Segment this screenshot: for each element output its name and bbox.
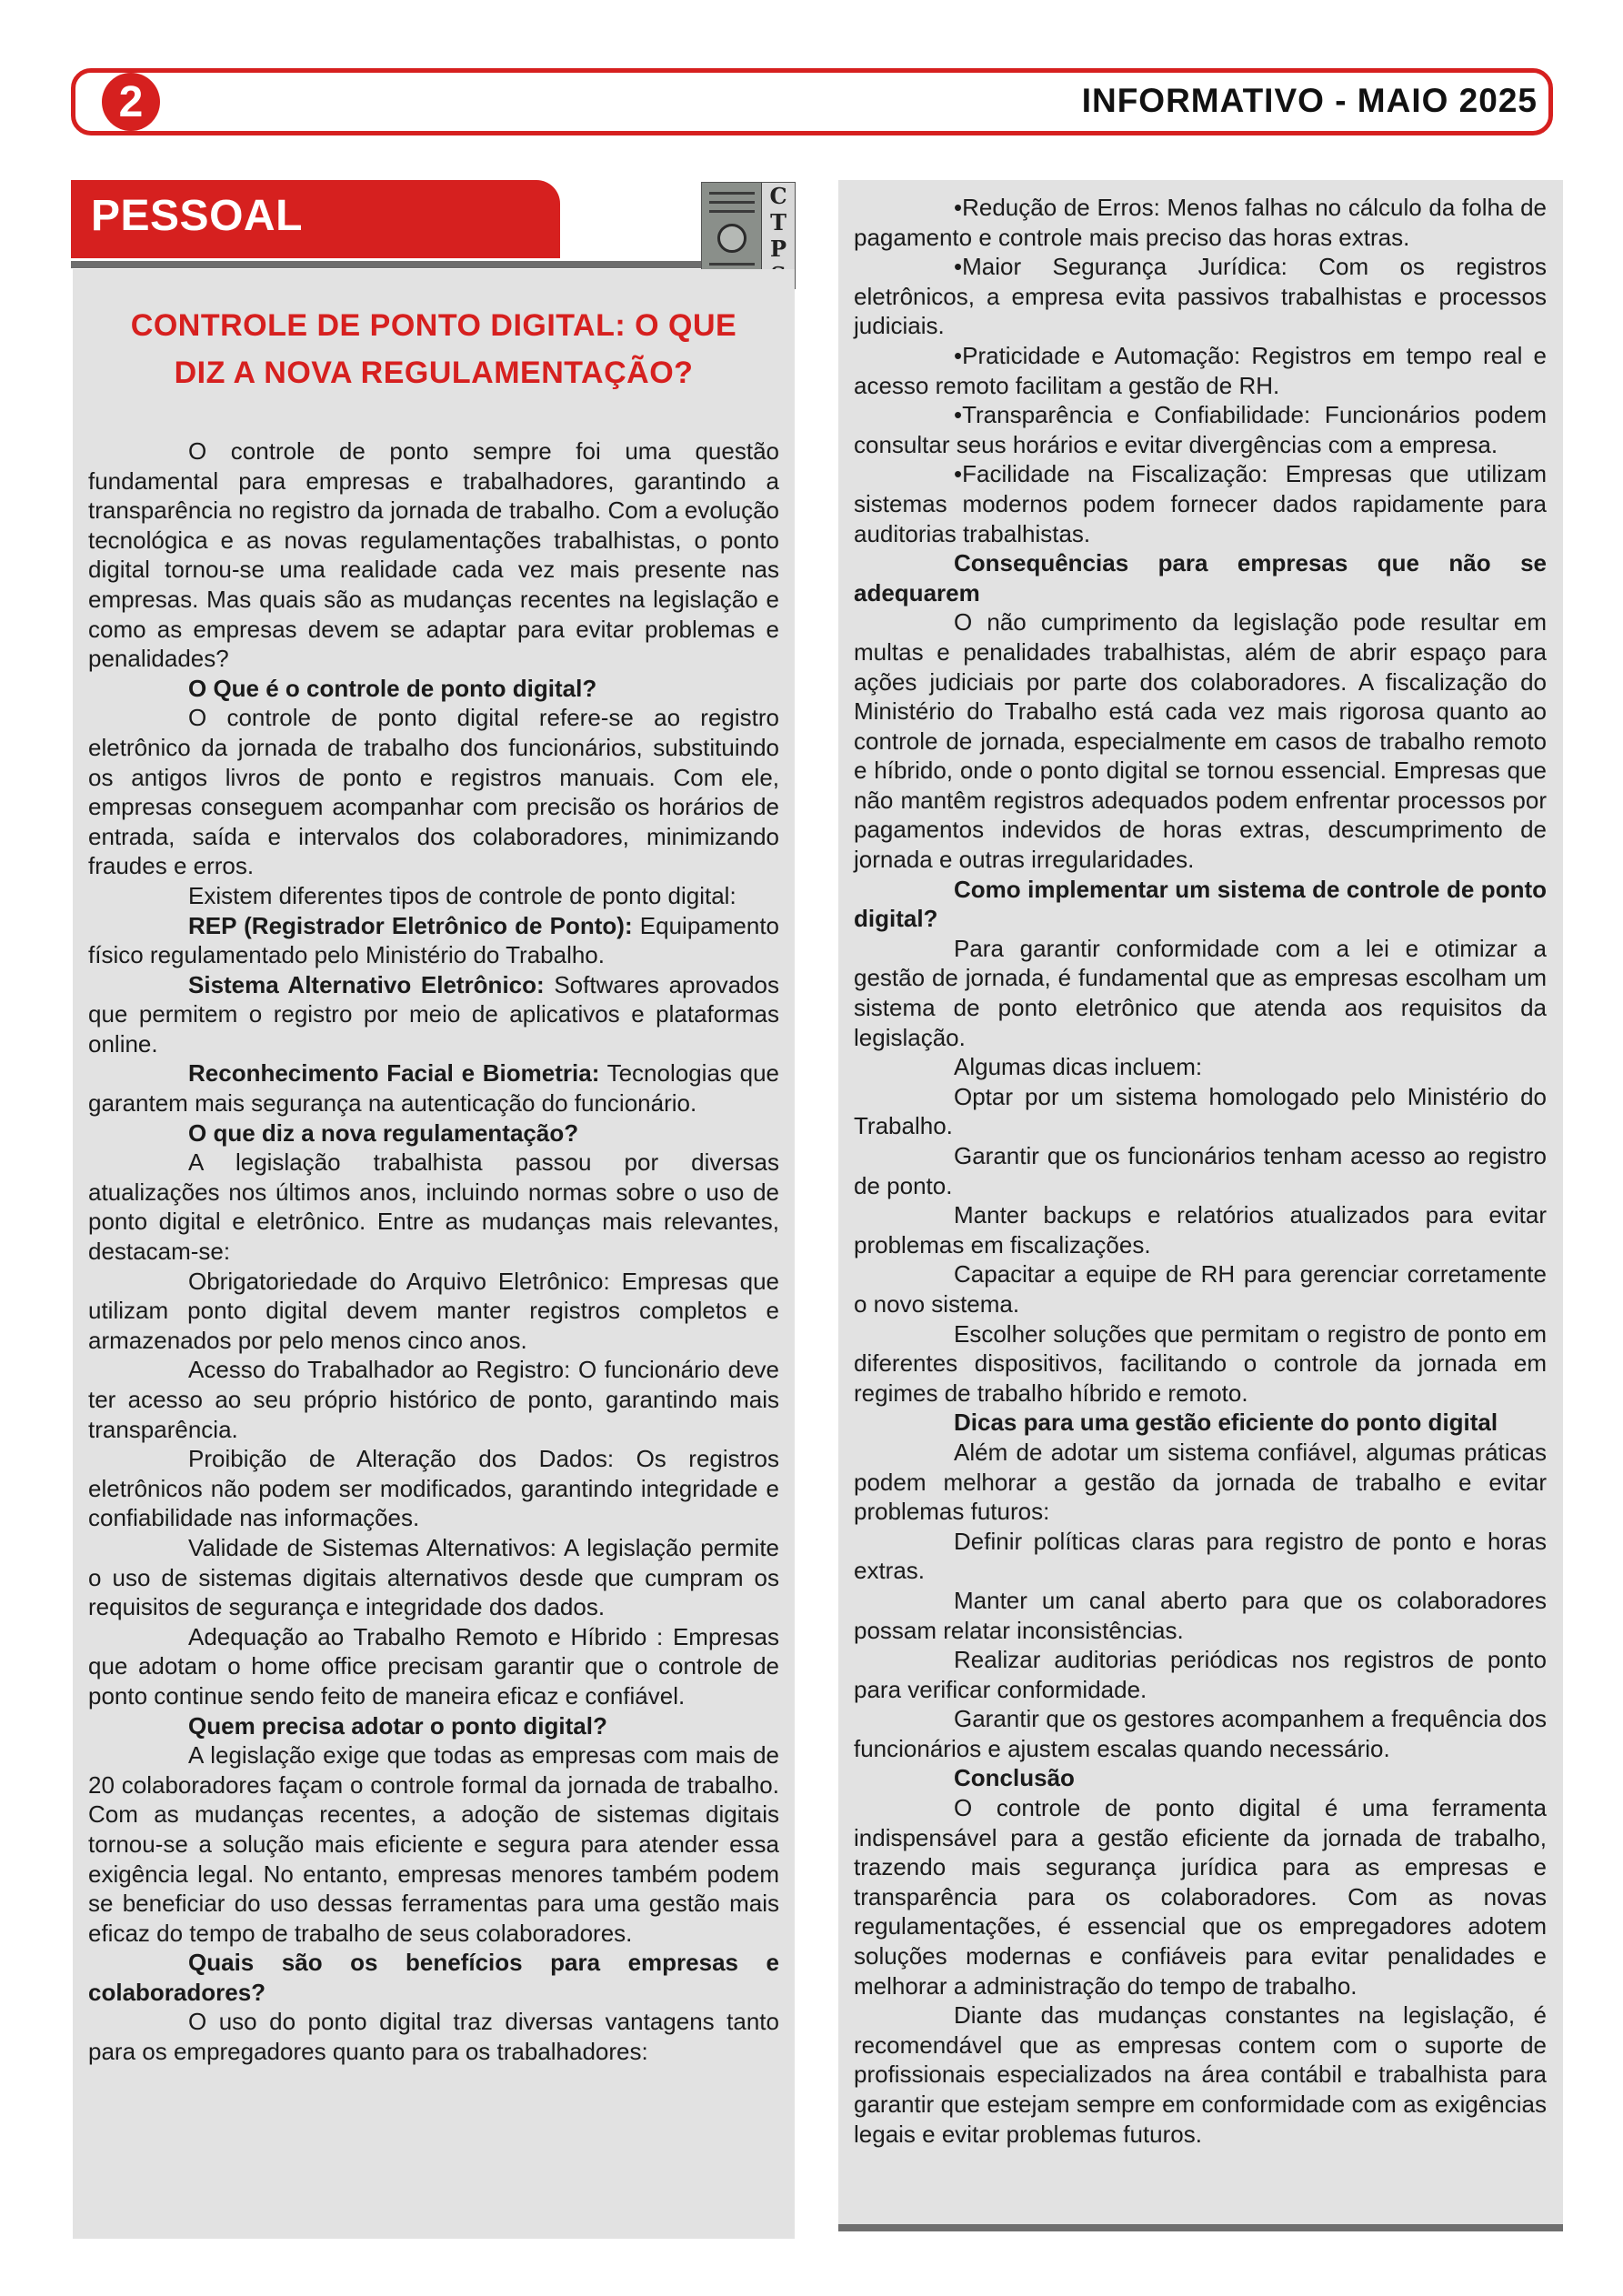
- term-description: Equipamento físico regulamentado pelo Ministério do Trabalho.: [88, 911, 779, 969]
- paragraph: •Redução de Erros: Menos falhas no cálculo da folha de pagamento e controle mais preciso das horas extras.: [854, 194, 1547, 251]
- newsletter-title: INFORMATIVO - MAIO 2025: [1081, 82, 1538, 119]
- paragraph: O uso do ponto digital traz diversas vantagens tanto para os empregadores quanto para os trabalhadores:: [88, 2008, 779, 2066]
- work-card-line: [709, 263, 755, 266]
- paragraph: [88, 1058, 779, 1118]
- coat-of-arms-icon: [717, 224, 746, 253]
- term-description: Softwares aprovados que permitem o registro por meio de aplicativos e plataformas online.: [88, 970, 780, 1058]
- subheading: O Que é o controle de ponto digital?: [188, 674, 597, 702]
- paragraph: Obrigatoriedade do Arquivo Eletrônico: Empresas que utilizam ponto digital devem manter registros completos e armazenados por pelo menos cinco anos.: [88, 1267, 779, 1354]
- paragraph: Acesso do Trabalhador ao Registro: O funcionário deve ter acesso ao seu próprio histórico de ponto, garantindo mais transparência.: [88, 1356, 779, 1443]
- work-card-line: [709, 192, 755, 195]
- paragraph: •Maior Segurança Jurídica: Com os registros eletrônicos, a empresa evita passivos trabalhistas e processos judiciais.: [854, 253, 1547, 340]
- paragraph: O controle de ponto digital refere-se ao registro eletrônico da jornada de trabalho dos funcionários, substituindo os antigos livros de ponto e registros manuais. Com ele, empresas conseguem acompanhar com precisão os horários de entrada, saída e intervalos dos colaboradores, minimizando fraudes e erros.: [88, 704, 779, 880]
- paragraph: [88, 911, 779, 970]
- paragraph: Garantir que os funcionários tenham acesso ao registro de ponto.: [854, 1142, 1547, 1199]
- page-number: 2: [102, 73, 160, 131]
- paragraph: Diante das mudanças constantes na legislação, é recomendável que as empresas contem com o suporte de profissionais especializados na área contábil e trabalhista para garantir que estejam sempre em conformidade com as exigências legais e evitar problemas futuros.: [854, 2001, 1547, 2148]
- paragraph: O não cumprimento da legislação pode resultar em multas e penalidades trabalhistas, além de abrir espaço para ações judiciais por parte dos colaboradores. A fiscalização do Ministério do Trabalho está cada vez mais rigorosa quanto ao controle de jornada, especialmente em casos de trabalho remoto e híbrido, onde o ponto digital se tornou essencial. Empresas que não mantêm registros adequados podem enfrentar processos por pagamentos indevidos de horas extras, descumprimento de jornada e outras irregularidades.: [854, 608, 1547, 874]
- term-label: Reconhecimento Facial e Biometria:: [188, 1059, 600, 1088]
- paragraph: Garantir que os gestores acompanhem a frequência dos funcionários e ajustem escalas quando necessário.: [854, 1705, 1547, 1762]
- paragraph: Validade de Sistemas Alternativos: A legislação permite o uso de sistemas digitais alternativos desde que cumpram os requisitos de segurança e integridade dos dados.: [88, 1533, 779, 1621]
- section-label: PESSOAL: [91, 192, 303, 240]
- term-label: REP (Registrador Eletrônico de Ponto):: [188, 911, 633, 939]
- paragraph: Capacitar a equipe de RH para gerenciar corretamente o novo sistema.: [854, 1260, 1547, 1318]
- paragraph: •Facilidade na Fiscalização: Empresas que utilizam sistemas modernos podem fornecer dados rapidamente para auditorias trabalhistas.: [854, 460, 1547, 547]
- work-card-line: [709, 201, 755, 204]
- subheading: Quais são os benefícios para empresas e colaboradores?: [88, 1949, 779, 2006]
- paragraph: [88, 970, 779, 1059]
- paragraph: Além de adotar um sistema confiável, algumas práticas podem melhorar a gestão da jornada de trabalho e evitar problemas futuros:: [854, 1438, 1547, 1526]
- subheading: Como implementar um sistema de controle de ponto digital?: [854, 875, 1547, 933]
- section-divider: [71, 261, 795, 268]
- subheading: Conclusão: [954, 1764, 1075, 1792]
- paragraph: O controle de ponto digital é uma ferramenta indispensável para a gestão eficiente da jornada de trabalho, trazendo mais segurança jurídica para as empresas e transparência para os colaboradores. Com as novas regulamentações, é essencial que os empregadores adotem soluções modernas e confiáveis para evitar penalidades e melhorar a administração do tempo de trabalho.: [854, 1794, 1547, 2000]
- paragraph: A legislação trabalhista passou por diversas atualizações nos últimos anos, incluindo normas sobre o uso de ponto digital e eletrônico. Entre as mudanças mais relevantes, destacam-se:: [88, 1148, 779, 1266]
- work-card-line: [709, 210, 755, 213]
- left-column-text: [88, 436, 779, 2067]
- subheading: O que diz a nova regulamentação?: [188, 1118, 579, 1147]
- paragraph: Escolher soluções que permitam o registro de ponto em diferentes dispositivos, facilitando o controle da jornada em regimes de trabalho híbrido e remoto.: [854, 1319, 1547, 1407]
- paragraph: Proibição de Alteração dos Dados: Os registros eletrônicos não podem ser modificados, garantindo integridade e confiabilidade nas informações.: [88, 1445, 779, 1532]
- paragraph: A legislação exige que todas as empresas com mais de 20 colaboradores façam o controle formal da jornada de trabalho. Com as mudanças recentes, a adoção de sistemas digitais tornou-se a solução mais eficiente e segura para atender essa exigência legal. No entanto, empresas menores também podem se beneficiar do uso dessas ferramentas para uma gestão mais eficaz do tempo de trabalho de seus colaboradores.: [88, 1741, 779, 1947]
- right-column-text: [854, 193, 1547, 2149]
- paragraph: Existem diferentes tipos de controle de ponto digital:: [188, 881, 736, 909]
- subheading: Consequências para empresas que não se adequarem: [854, 549, 1547, 607]
- paragraph: Manter backups e relatórios atualizados para evitar problemas em fiscalizações.: [854, 1201, 1547, 1258]
- paragraph: Adequação ao Trabalho Remoto e Híbrido : Empresas que adotam o home office precisam garantir que o controle de ponto continue sendo feito de maneira eficaz e confiável.: [88, 1622, 779, 1709]
- article-title: CONTROLE DE PONTO DIGITAL: O QUE DIZ A NOVA REGULAMENTAÇÃO?: [130, 308, 737, 390]
- term-description: Tecnologias que garantem mais segurança na autenticação do funcionário.: [88, 1059, 779, 1118]
- term-label: Sistema Alternativo Eletrônico:: [188, 970, 545, 998]
- logo-letter: T: [770, 209, 786, 236]
- paragraph: Manter um canal aberto para que os colaboradores possam relatar inconsistências.: [854, 1586, 1547, 1644]
- paragraph: Definir políticas claras para registro de ponto e horas extras.: [854, 1527, 1547, 1585]
- paragraph: Realizar auditorias periódicas nos registros de ponto para verificar conformidade.: [854, 1646, 1547, 1703]
- paragraph: •Praticidade e Automação: Registros em tempo real e acesso remoto facilitam a gestão de RH.: [854, 341, 1547, 399]
- column-bottom-rule: [838, 2224, 1563, 2231]
- left-column: [73, 269, 795, 2239]
- subheading: Dicas para uma gestão eficiente do ponto digital: [954, 1409, 1498, 1437]
- paragraph: Algumas dicas incluem:: [954, 1053, 1203, 1081]
- paragraph: O controle de ponto sempre foi uma questão fundamental para empresas e trabalhadores, garantindo a transparência no registro da jornada de trabalho. Com a evolução tecnológica e as novas regulamentações trabalhistas, o ponto digital tornou-se uma realidade cada vez mais presente nas empresas. Mas quais são as mudanças recentes na legislação e como as empresas devem se adaptar para evitar problemas e penalidades?: [88, 437, 779, 673]
- logo-letter: P: [769, 236, 787, 262]
- logo-letter: C: [769, 183, 787, 209]
- paragraph: Para garantir conformidade com a lei e otimizar a gestão de jornada, é fundamental que as empresas escolham um sistema de ponto eletrônico que atenda aos requisitos da legislação.: [854, 934, 1547, 1051]
- subheading: Quem precisa adotar o ponto digital?: [188, 1711, 607, 1740]
- paragraph: Optar por um sistema homologado pelo Ministério do Trabalho.: [854, 1082, 1547, 1140]
- paragraph: •Transparência e Confiabilidade: Funcionários podem consultar seus horários e evitar divergências com a empresa.: [854, 401, 1547, 458]
- section-tab: [71, 180, 560, 258]
- right-column: [838, 180, 1563, 2224]
